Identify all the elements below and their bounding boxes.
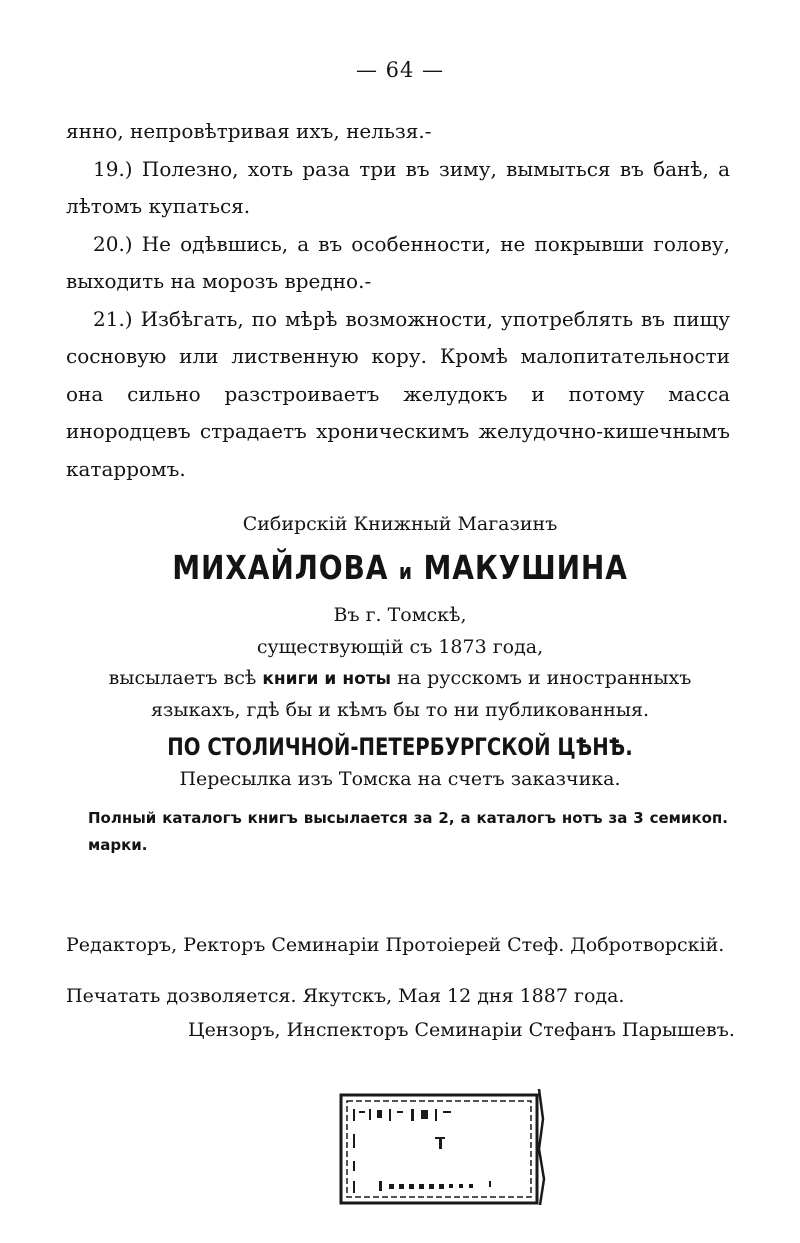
ad-since: существующій съ 1873 года,: [256, 636, 544, 658]
page-number: — 64 —: [355, 58, 445, 82]
library-stamp: [339, 1089, 549, 1207]
imprint-permit: Печатать дозволяется. Якутскъ, Мая 12 дня 1887 года.: [66, 985, 625, 1007]
ad-offer-notes: ноты: [342, 669, 392, 689]
ad-offer-start: высылаетъ всѣ: [108, 667, 257, 689]
imprint-censor: Цензоръ, Инспекторъ Семинаріи Стефанъ Парышевъ.: [188, 1019, 735, 1041]
paragraph-rule-20: 20.) Не одѣвшись, а въ особенности, не покрывши голову, выходить на морозъ вредно.-: [66, 231, 730, 293]
ad-offer-books: книги: [262, 669, 319, 689]
ad-title-right: МАКУШИНА: [423, 548, 628, 587]
ad-title: [60, 548, 740, 587]
ad-offer-and: и: [324, 669, 337, 689]
ad-catalog-note: Полный каталогъ книгъ высылается за 2, а каталогъ нотъ за 3 семикоп. марки.: [88, 809, 728, 854]
ad-shipping: Пересылка изъ Томска на счетъ заказчика.: [179, 768, 621, 790]
paragraph-rule-19: 19.) Полезно, хоть раза три въ зиму, вымыться въ банѣ, а лѣтомъ купаться.: [66, 156, 730, 218]
ad-offer-end: на русскомъ и иностранныхъ: [397, 667, 692, 689]
ad-title-left: МИХАЙЛОВА: [172, 548, 389, 587]
ad-title-conjunction: и: [398, 560, 413, 585]
library-stamp-graphic: [339, 1089, 549, 1207]
ad-city: Въ г. Томскѣ,: [333, 604, 467, 626]
paragraph-continuation: янно, непровѣтривая ихъ, нельзя.-: [66, 119, 432, 143]
ad-store-name: Сибирскій Книжный Магазинъ: [242, 513, 558, 535]
body-text: [66, 113, 730, 488]
ad-offer: [0, 667, 800, 689]
imprint-editor: Редакторъ, Ректоръ Семинаріи Протоіерей Стеф. Добротворскій.: [66, 934, 725, 956]
paragraph-rule-21: 21.) Избѣгать, по мѣрѣ возможности, употреблять въ пищу сосновую или лиственную кору. Кромѣ малопитательности она сильно разстроиваетъ желудокъ и потому масса инородцевъ страдаетъ хроническимъ желудочно-кишечнымъ катарромъ.: [66, 306, 730, 481]
ad-price: ПО СТОЛИЧНОЙ-ПЕТЕРБУРГСКОЙ ЦѢНѢ.: [167, 733, 633, 761]
ad-languages: языкахъ, гдѣ бы и кѣмъ бы то ни публикованныя.: [150, 699, 650, 721]
